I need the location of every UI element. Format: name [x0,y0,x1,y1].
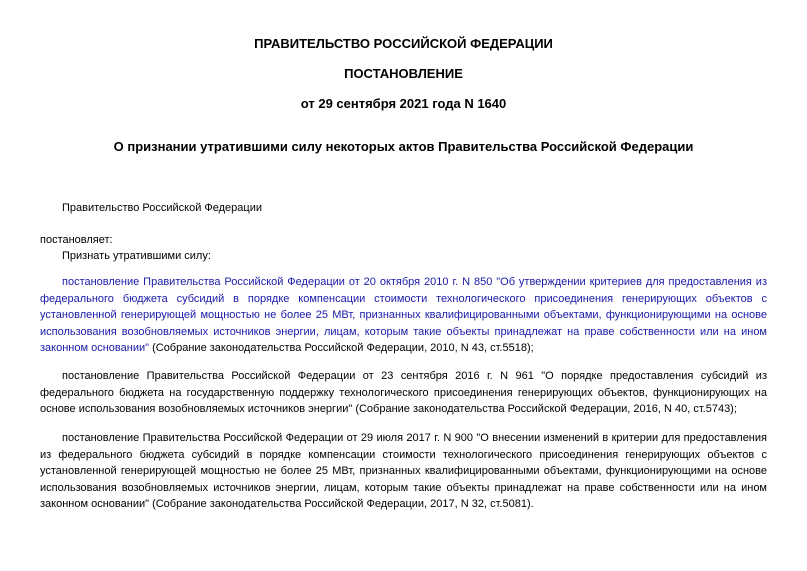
repealed-act-item-1[interactable] [40,274,767,357]
repealed-act-link-1[interactable]: постановление Правительства Российской Федерации от 20 октября 2010 г. N 850 "Об утверждении критериев для предоставления из федерального бюджета субсидий в порядке компенсации стоимости технологического присоединения генерирующих объектов с установленной генерирующей мощностью не более 25 МВт, признанных квалифицированными объектами, функционирующими на основе использования возобновляемых источников энергии, лицам, которым такие объекты принадлежат на праве собственности или на ином законном основании" [40,276,767,354]
repealed-act-item-2: постановление Правительства Российской Федерации от 23 сентября 2016 г. N 961 "О порядке предоставления субсидий из федерального бюджета на государственную поддержку технологического присоединения генерирующих объектов, функционирующих на основе использования возобновляемых источников энергии" (Собрание законодательства Российской Федерации, 2016, N 40, ст.5743); [40,370,767,415]
decides-line: постановляет: [40,234,113,246]
repealed-act-item-3: постановление Правительства Российской Федерации от 29 июля 2017 г. N 900 "О внесении изменений в критерии для предоставления из федерального бюджета субсидий в порядке компенсации стоимости технологического присоединения генерирующих объектов с установленной генерирующей мощностью не более 25 МВт, признанных квалифицированными объектами, функционирующими на основе использования возобновляемых источников энергии, лицам, которым такие объекты принадлежат на праве собственности или на ином законном основании" (Собрание законодательства Российской Федерации, 2017, N 32, ст.5081). [40,432,767,510]
date-number-heading: от 29 сентября 2021 года N 1640 [300,96,507,111]
issuer-line: Правительство Российской Федерации [62,202,262,214]
document-title: О признании утратившими силу некоторых актов Правительства Российской Федерации [113,139,694,154]
recognize-line: Признать утратившими силу: [62,250,211,262]
document-type-heading: ПОСТАНОВЛЕНИЕ [344,66,463,81]
repealed-act-source-1: (Собрание законодательства Российской Федерации, 2010, N 43, ст.5518); [149,342,534,354]
government-heading: ПРАВИТЕЛЬСТВО РОССИЙСКОЙ ФЕДЕРАЦИИ [254,36,553,51]
